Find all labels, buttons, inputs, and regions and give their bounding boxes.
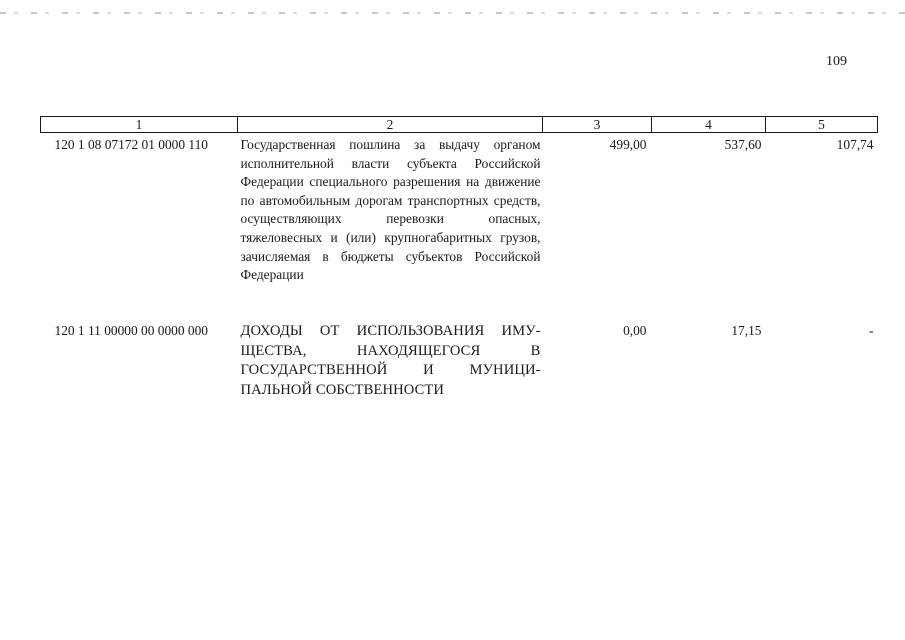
row-value-col3: 0,00	[623, 323, 647, 338]
row-description: Государственная пошлина за выдачу органом исполнительной власти субъекта Российской Федерации специального разрешения на движение по автомобильным дорогам транспортных средств, осуществляющих перевозки опасных, тяжеловесных и (или) крупногабаритных грузов, зачисляемая в бюджеты субъектов Российской Федерации	[240, 137, 541, 283]
header-row	[41, 117, 878, 133]
row-value-col5: 107,74	[836, 137, 874, 152]
row-value-col3: 499,00	[609, 137, 647, 152]
budget-table	[40, 116, 878, 400]
table-row	[41, 133, 878, 313]
table-row	[41, 312, 878, 400]
row-code: 120 1 08 07172 01 0000 110	[54, 137, 208, 152]
header-col-2: 2	[238, 117, 543, 133]
row-code: 120 1 11 00000 00 0000 000	[54, 323, 208, 338]
header-col-5: 5	[766, 117, 878, 133]
row-value-col5: -	[869, 323, 874, 338]
page-number: 109	[826, 54, 847, 69]
header-col-1: 1	[41, 117, 238, 133]
header-col-3: 3	[543, 117, 652, 133]
header-col-4: 4	[652, 117, 766, 133]
row-value-col4: 537,60	[724, 137, 762, 152]
row-description: ДОХОДЫ ОТ ИСПОЛЬЗОВАНИЯ ИМУЩЕСТВА, НАХОДЯЩЕГОСЯ В ГОСУДАРСТВЕННОЙ И МУНИЦИПАЛЬНОЙ СОБСТВЕННОСТИ	[240, 323, 541, 398]
row-value-col4: 17,15	[731, 323, 762, 338]
table-header	[41, 117, 878, 133]
scan-artifact-line	[0, 12, 905, 14]
